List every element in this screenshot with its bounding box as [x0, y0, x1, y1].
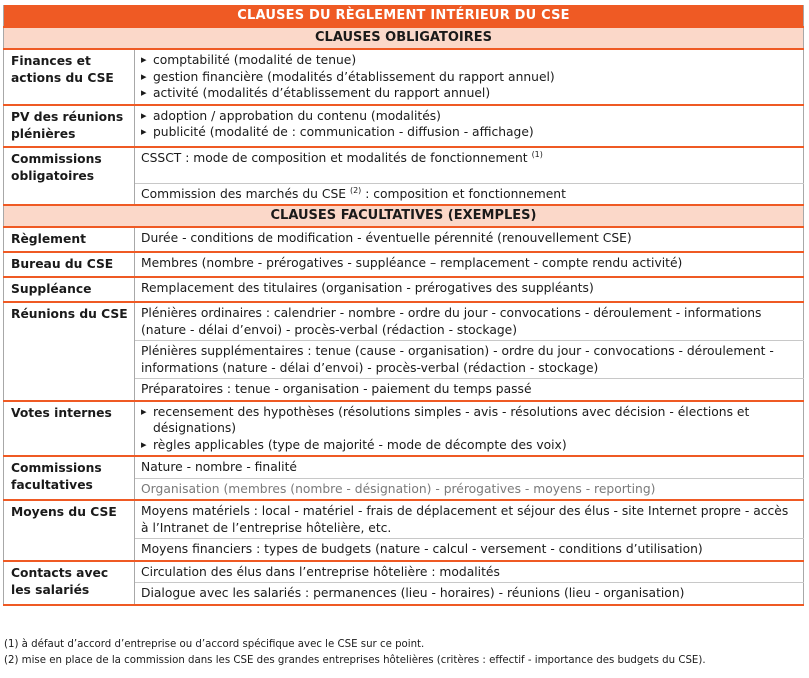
row-value-circulation: Circulation des élus dans l’entreprise hôtelière : modalités — [135, 561, 804, 583]
cse-rules-table — [3, 5, 804, 606]
row-label-suppleance: Suppléance — [4, 277, 135, 302]
table-row — [4, 105, 804, 147]
footnote-1: (1) à défaut d’accord d’entreprise ou d’accord spécifique avec le CSE sur ce point. — [4, 639, 425, 650]
table-row — [4, 147, 804, 184]
row-value-reglement: Durée - conditions de modification - éventuelle pérennité (renouvellement CSE) — [141, 231, 632, 245]
row-label-finances: Finances et actions du CSE — [4, 49, 135, 105]
cse-rules-table-wrapper — [3, 5, 803, 606]
section-header-obligatoires: CLAUSES OBLIGATOIRES — [4, 27, 804, 49]
cssct-text: CSSCT : mode de composition et modalités de fonctionnement — [141, 150, 528, 165]
section-header-facultatives: CLAUSES FACULTATIVES (EXEMPLES) — [4, 205, 804, 227]
row-value-commissions-organisation: Organisation (membres (nombre - désignation) - prérogatives - moyens - reporting) — [135, 478, 804, 500]
row-value-moyens-materiels: Moyens matériels : local - matériel - frais de déplacement et séjour des élus - site Internet propre - accès à l’Intranet de l’entreprise hôtelière, etc. — [135, 500, 804, 539]
row-value-dialogue: Dialogue avec les salariés : permanences (lieu - horaires) - réunions (lieu - organisation) — [135, 583, 804, 605]
row-value-plenieres-supplementaires: Plénières supplémentaires : tenue (cause - organisation) - ordre du jour - convocations - déroulement - informations (nature - délai d’envoi) - procès-verbal (rédaction - stockage) — [135, 341, 804, 379]
bullet-item: ▸ comptabilité (modalité de tenue) — [141, 52, 799, 69]
row-label-reglement: Règlement — [4, 227, 135, 252]
footnote-2: (2) mise en place de la commission dans les CSE des grandes entreprises hôtelières (critères : effectif - importance des budgets du CSE). — [4, 655, 706, 666]
row-value-bureau: Membres (nombre - prérogatives - suppléance – remplacement - compte rendu activité) — [135, 252, 804, 277]
row-value-preparatoires: Préparatoires : tenue - organisation - paiement du temps passé — [135, 379, 804, 401]
row-label-contacts: Contacts avec les salariés — [4, 561, 135, 605]
row-value-pv — [135, 105, 804, 147]
row-label-votes: Votes internes — [4, 401, 135, 457]
footnotes — [4, 637, 706, 669]
bullet-item: ▸ règles applicables (type de majorité - mode de décompte des voix) — [141, 437, 799, 454]
row-label-commissions-facultatives: Commissions facultatives — [4, 456, 135, 500]
table-row — [4, 456, 804, 478]
bullet-item: ▸ adoption / approbation du contenu (modalités) — [141, 108, 799, 125]
row-value-suppleance: Remplacement des titulaires (organisation - prérogatives des suppléants) — [135, 277, 804, 302]
row-value-plenieres-ordinaires: Plénières ordinaires : calendrier - nombre - ordre du jour - convocations - déroulement - informations (nature - délai d’envoi) - procès-verbal (rédaction - stockage) — [135, 302, 804, 341]
bullet-item: ▸ recensement des hypothèses (résolutions simples - avis - résolutions avec décision - élections et désignations) — [141, 404, 799, 437]
row-value-moyens-financiers: Moyens financiers : types de budgets (nature - calcul - versement - conditions d’utilisation) — [135, 539, 804, 561]
row-value-cssct — [135, 147, 804, 184]
footnote-ref-2: (2) — [349, 185, 362, 195]
row-value-votes — [135, 401, 804, 457]
table-row — [4, 500, 804, 539]
footnote-ref-1: (1) — [531, 149, 543, 159]
table-row — [4, 227, 804, 252]
marches-text: Commission des marchés du CSE — [141, 186, 347, 201]
row-value-commissions-nature: Nature - nombre - finalité — [135, 456, 804, 478]
row-label-bureau: Bureau du CSE — [4, 252, 135, 277]
marches-rest-text: : composition et fonctionnement — [365, 186, 566, 201]
table-row — [4, 49, 804, 105]
table-row — [4, 302, 804, 341]
table-row — [4, 252, 804, 277]
table-row — [4, 561, 804, 583]
row-value-finances — [135, 49, 804, 105]
table-row — [4, 277, 804, 302]
row-label-reunions: Réunions du CSE — [4, 302, 135, 401]
row-label-pv: PV des réunions plénières — [4, 105, 135, 147]
table-title: CLAUSES DU RÈGLEMENT INTÉRIEUR DU CSE — [4, 5, 804, 27]
bullet-item: ▸ gestion financière (modalités d’établissement du rapport annuel) — [141, 69, 799, 86]
table-row — [4, 401, 804, 457]
row-value-marches — [135, 183, 804, 205]
bullet-item: ▸ publicité (modalité de : communication - diffusion - affichage) — [141, 124, 799, 141]
bullet-item: ▸ activité (modalités d’établissement du rapport annuel) — [141, 85, 799, 102]
row-label-commissions-obligatoires: Commissions obligatoires — [4, 147, 135, 206]
row-label-moyens: Moyens du CSE — [4, 500, 135, 561]
